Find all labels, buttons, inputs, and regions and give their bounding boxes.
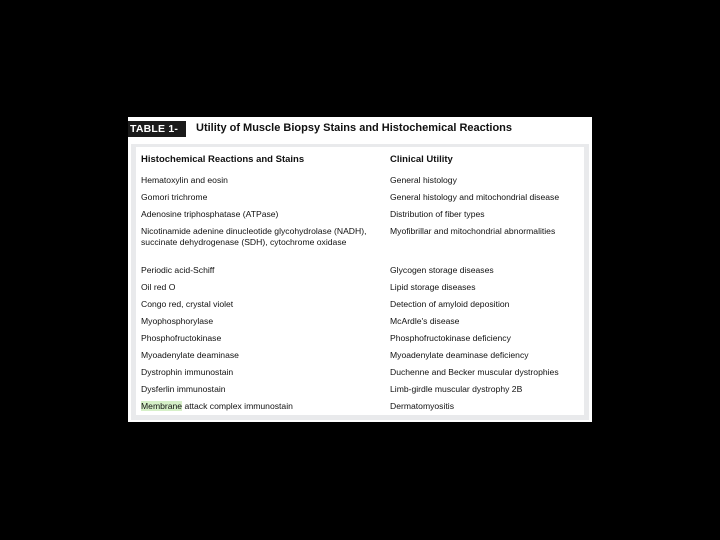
stain-cell: Gomori trichrome xyxy=(141,192,208,202)
column-header-stains: Histochemical Reactions and Stains xyxy=(141,154,305,165)
stain-cell: Phosphofructokinase xyxy=(141,333,222,343)
utility-cell: Myofibrillar and mitochondrial abnormalities xyxy=(390,226,556,236)
utility-cell: McArdle's disease xyxy=(390,316,460,326)
table-slide xyxy=(128,117,592,422)
table-panel xyxy=(131,144,589,420)
utility-cell: Phosphofructokinase deficiency xyxy=(390,333,511,343)
highlighted-text: Membrane xyxy=(141,401,183,411)
utility-cell: General histology and mitochondrial disease xyxy=(390,192,560,202)
stain-cell: Dysferlin immunostain xyxy=(141,384,226,394)
stain-cell: Hematoxylin and eosin xyxy=(141,175,228,185)
utility-cell: Dermatomyositis xyxy=(390,401,454,411)
stain-cell: Congo red, crystal violet xyxy=(141,299,234,309)
stain-cell xyxy=(141,401,381,412)
utility-cell: Lipid storage diseases xyxy=(390,282,476,292)
stain-cell: Myophosphorylase xyxy=(141,316,214,326)
stain-cell: Periodic acid-Schiff xyxy=(141,265,215,275)
utility-cell: General histology xyxy=(390,175,457,185)
utility-cell: Glycogen storage diseases xyxy=(390,265,494,275)
stain-cell: Oil red O xyxy=(141,282,176,292)
utility-cell: Distribution of fiber types xyxy=(390,209,485,219)
stain-cell: Adenosine triphosphatase (ATPase) xyxy=(141,209,279,219)
utility-cell: Limb-girdle muscular dystrophy 2B xyxy=(390,384,523,394)
stain-cell: Nicotinamide adenine dinucleotide glycohydrolase (NADH), succinate dehydrogenase (SDH), cytochrome oxidase xyxy=(141,226,367,247)
utility-cell: Duchenne and Becker muscular dystrophies xyxy=(390,367,559,377)
table-number-badge: TABLE 1- xyxy=(128,121,186,137)
stain-cell: Dystrophin immunostain xyxy=(141,367,234,377)
stain-cell: Myoadenylate deaminase xyxy=(141,350,239,360)
table-title-bar xyxy=(128,117,592,145)
utility-cell: Myoadenylate deaminase deficiency xyxy=(390,350,529,360)
stain-text: attack complex immunostain xyxy=(182,401,293,411)
utility-cell: Detection of amyloid deposition xyxy=(390,299,510,309)
column-header-utility: Clinical Utility xyxy=(390,154,453,165)
table-body xyxy=(136,147,584,415)
table-title: Utility of Muscle Biopsy Stains and Histochemical Reactions xyxy=(196,122,513,134)
